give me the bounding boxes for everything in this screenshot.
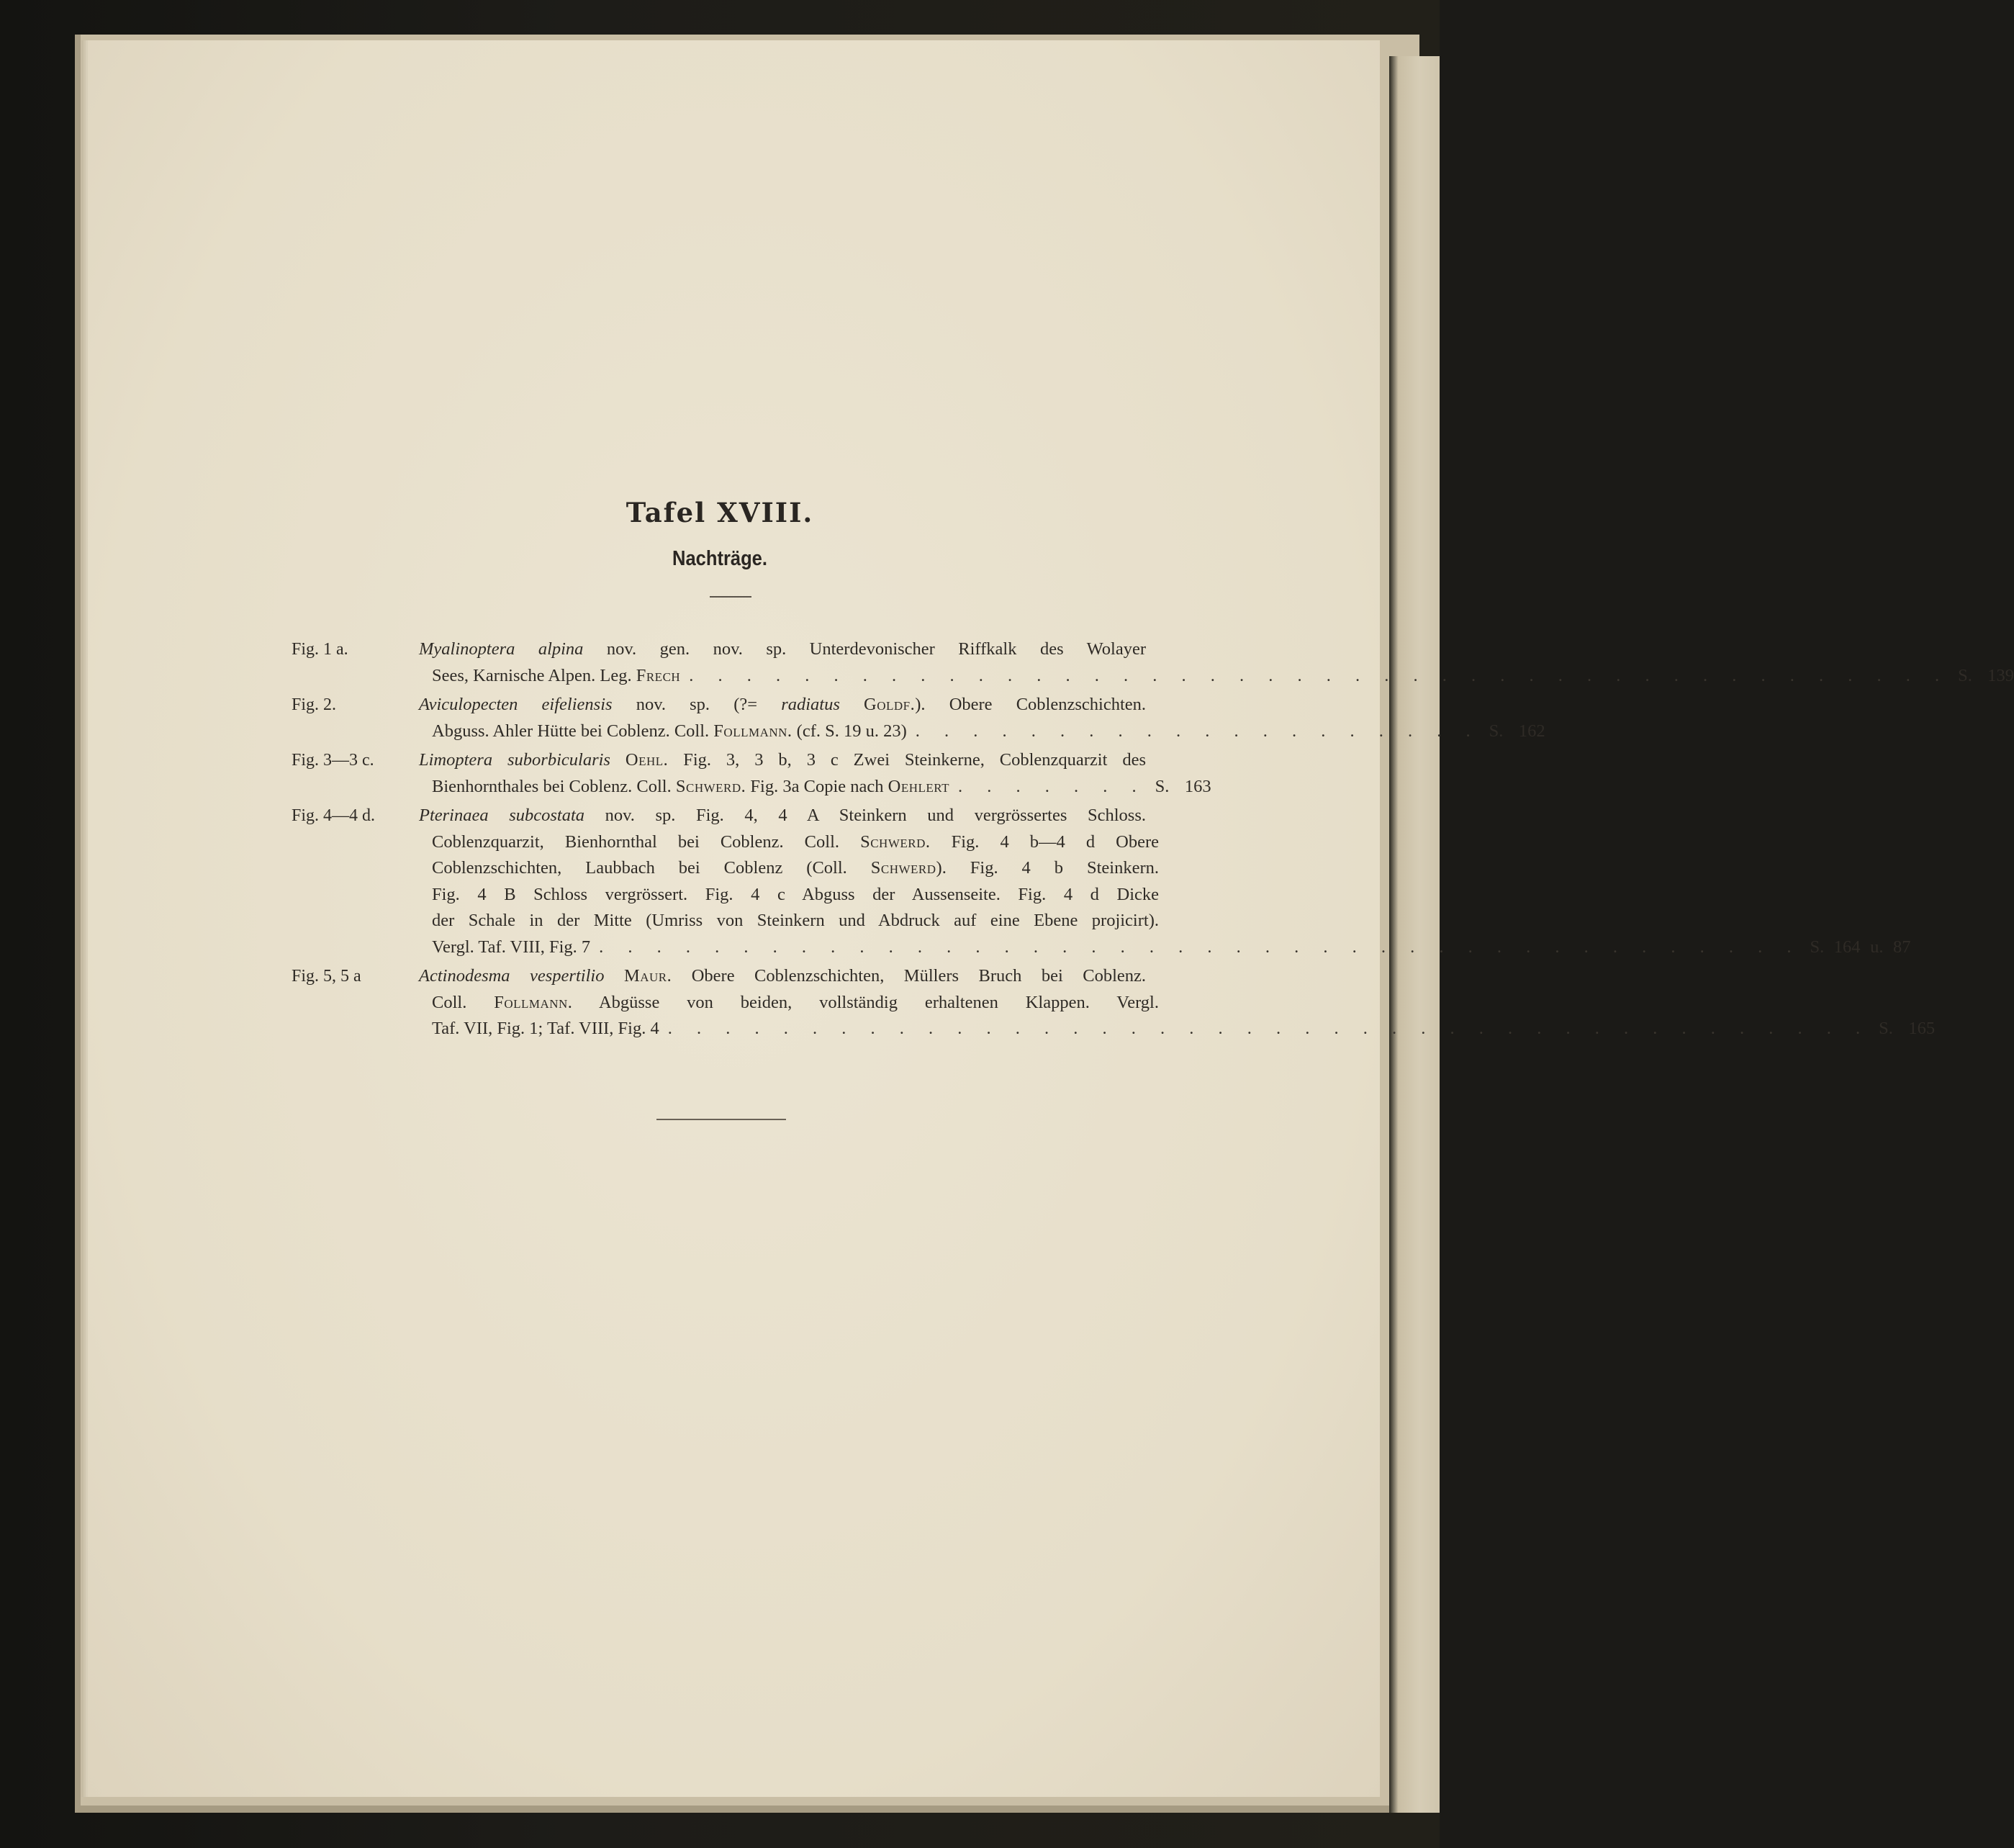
entry-line: Limoptera suborbicularis Oehl. Fig. 3, 3 b, 3 c Zwei Steinkerne, Coblenzquarzit des [419, 750, 1147, 770]
page-reference: S. 165 [1879, 1019, 1936, 1038]
author-name: Maur. [623, 966, 672, 986]
entry-line: Sees, Karnische Alpen. Leg. Frech . . . . . . . . . . . . . . . . . . . . . . . . . . . . . . . . . . . . . . . . . . . . S. 139 [432, 663, 1173, 690]
entry-line: Myalinoptera alpina nov. gen. nov. sp. Unterdevonischer Riffkalk des Wolayer [419, 639, 1146, 659]
figure-entry [292, 747, 1211, 800]
end-divider [656, 1119, 786, 1120]
collector-name: Frech [636, 665, 681, 685]
dot-leader: . . . . . . . . . . . . . . . . . . . . . . . . . . . . . . . . . . . . . . . . . . [599, 937, 1802, 957]
collector-name: Follmann. [494, 992, 573, 1012]
figure-entry [292, 692, 1545, 744]
entry-line: Coblenzschichten, Laubbach bei Coblenz (Coll. Schwerd). Fig. 4 b Steinkern. [432, 858, 1159, 878]
author-name: Oehl. [625, 750, 669, 770]
entry-line: Coblenzquarzit, Bienhornthal bei Coblenz. Coll. Schwerd. Fig. 4 b—4 d Obere [432, 831, 1159, 852]
entry-line: der Schale in der Mitte (Umriss von Steinkern und Abdruck auf eine Ebene projicirt). [432, 911, 1159, 930]
entry-line: Actinodesma vespertilio Maur. Obere Coblenzschichten, Müllers Bruch bei Coblenz. [419, 966, 1147, 986]
figure-label: Fig. 3—3 c. [292, 751, 374, 770]
collector-name: Schwerd. [860, 831, 931, 852]
figure-label: Fig. 1 a. [292, 640, 348, 659]
entry-line: Fig. 4 B Schloss vergrössert. Fig. 4 c Abguss der Aussenseite. Fig. 4 d Dicke [432, 884, 1159, 904]
entry-line: Bienhornthales bei Coblenz. Coll. Schwerd. Fig. 3a Copie nach Oehlert . . . . . . . S. 163 [432, 774, 1173, 801]
figure-label: Fig. 4—4 d. [292, 806, 376, 825]
dot-leader: . . . . . . . . . . . . . . . . . . . . . . . . . . . . . . . . . . . . . . . . . . . . [689, 665, 1950, 685]
page-reference: S. 163 [1155, 776, 1211, 796]
species-name: Pterinaea subcostata [419, 806, 585, 825]
figure-explanations [292, 636, 2014, 1042]
entry-line: Aviculopecten eifeliensis nov. sp. (?= radiatus Goldf.). Obere Coblenzschichten. [419, 695, 1146, 714]
species-name: Actinodesma vespertilio [419, 966, 605, 986]
page-reference: S. 164 u. 87 [1810, 937, 1911, 957]
plate-title: Tafel XVIII. [626, 497, 814, 528]
figure-entry [292, 803, 1911, 960]
entry-line: Abguss. Ahler Hütte bei Coblenz. Coll. Follmann. (cf. S. 19 u. 23) . . . . . . . . . . . . . . . . . . . . S. 162 [432, 718, 1173, 745]
species-name: Myalinoptera alpina [419, 639, 584, 659]
author-name: Oehlert [888, 776, 949, 796]
page-reference: S. 162 [1489, 721, 1545, 741]
figure-entry [292, 636, 2014, 689]
entry-line: Coll. Follmann. Abgüsse von beiden, vollständig erhaltenen Klappen. Vergl. [432, 992, 1159, 1012]
species-name: Limoptera suborbicularis [419, 750, 610, 770]
page-reference: S. 139 [1958, 665, 2014, 685]
entry-line: Vergl. Taf. VIII, Fig. 7 . . . . . . . . . . . . . . . . . . . . . . . . . . . . . . . . . . . . . . . . . . S. 164 u. 87 [432, 934, 1173, 961]
figure-label: Fig. 2. [292, 695, 337, 714]
entry-line: Pterinaea subcostata nov. sp. Fig. 4, 4 A Steinkern und vergrössertes Schloss. [419, 806, 1146, 825]
figure-entry [292, 963, 1936, 1042]
dot-leader: . . . . . . . . . . . . . . . . . . . . [915, 721, 1481, 741]
dot-leader: . . . . . . . . . . . . . . . . . . . . . . . . . . . . . . . . . . . . . . . . . . [667, 1019, 1871, 1038]
figure-label: Fig. 5, 5 a [292, 967, 361, 986]
entry-line: Taf. VII, Fig. 1; Taf. VIII, Fig. 4 . . . . . . . . . . . . . . . . . . . . . . . . . . . . . . . . . . . . . . . . . . S. 165 [432, 1016, 1173, 1042]
dot-leader: . . . . . . . [957, 776, 1147, 796]
title-divider [710, 596, 751, 598]
collector-name: Schwerd [870, 858, 936, 878]
collector-name: Follmann. [713, 721, 792, 741]
collector-name: Schwerd. [675, 776, 746, 796]
species-name: Aviculopecten eifeliensis [419, 695, 613, 714]
author-name: Goldf. [864, 695, 916, 714]
plate-subtitle: Nachträge. [672, 547, 767, 570]
